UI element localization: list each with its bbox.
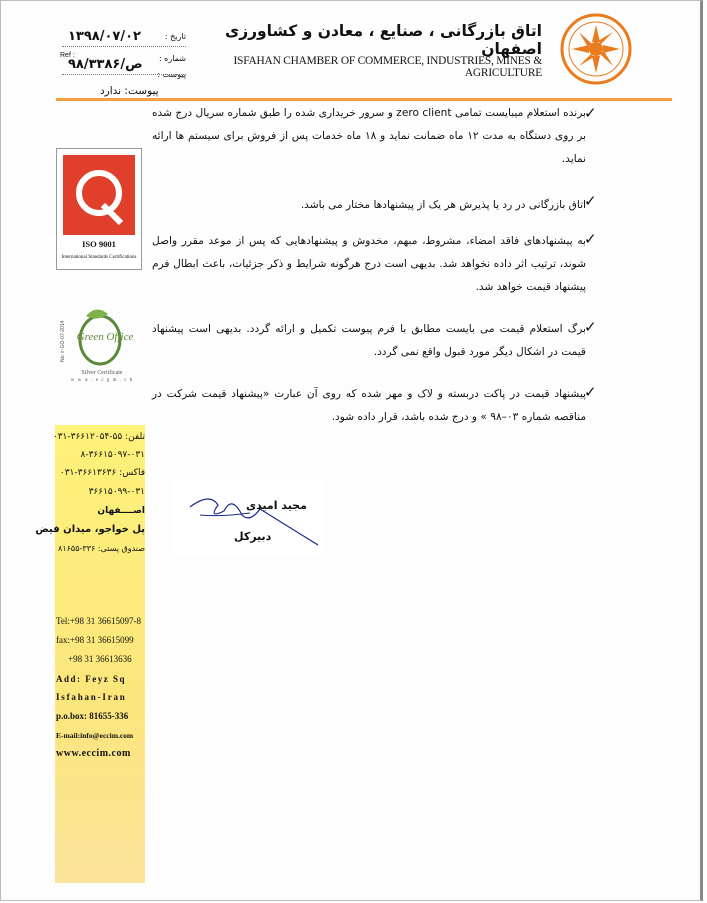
fax2-fa: ۳۶۶۱۵۰۹۹-۰۳۱: [88, 487, 145, 497]
list-item: برگ استعلام قیمت می بایست مطابق با فرم پیوست تکمیل و ارائه گردد. بدیهی است پیشنهاد قیمت در اشکال دیگر مورد قبول واقع نمی گردد.: [152, 323, 586, 358]
attachment-row: [62, 70, 186, 84]
list-item: برنده استعلام میبایست تمامی zero client و سرور خریداری شده را طبق شماره سریال درج شده بر روی دستگاه به مدت ۱۲ ماه ضمانت نماید و ۱۸ ماه خدمات پس از فروش برای سیستم ها ارائه نماید.: [152, 107, 587, 165]
number-value: ۹۸/ص/۳۳۸۶: [68, 57, 143, 72]
check-icon: ✓: [584, 104, 597, 122]
check-icon: ✓: [584, 318, 597, 336]
date-label: تاریخ :: [164, 32, 186, 41]
phone2-fa: ۸-۳۶۶۱۵۰۹۷-۰۳۱: [80, 450, 145, 460]
check-icon: ✓: [584, 230, 597, 248]
pobox-fa: صندوق پستی: ۳۳۶-۸۱۶۵۵: [58, 544, 145, 553]
pobox-en: p.o.box: 81655-336: [56, 711, 129, 721]
check-icon: ✓: [584, 192, 597, 210]
list-item: پیشنهاد قیمت در پاکت دربسته و لاک و مهر شده که روی آن عبارت «پیشنهاد قیمت شرکت در مناقصه شماره ۰۳–۹۸ » و درج شده باشد، قرار داده شود.: [152, 388, 586, 423]
date-value: ۱۳۹۸/۰۷/۰۲: [68, 29, 141, 44]
number-label: شماره :: [158, 54, 186, 63]
green-office-cert: Silver Certificate: [81, 370, 123, 376]
number-label-en: Ref :: [60, 52, 75, 59]
signatory-role: دبیرکل: [234, 530, 272, 543]
date-row: [62, 29, 186, 47]
green-office-code: No: ir-GO-07-2014: [60, 320, 66, 362]
green-office-url: w w w . e c g m . c h: [70, 378, 134, 383]
email-en: E-mail:info@eccim.com: [56, 731, 134, 740]
phone-fa: تلفن: ۵۵-۳۶۶۱۲۰۵۴-۰۳۱: [52, 432, 145, 442]
website-en: www.eccim.com: [56, 748, 131, 759]
iso-label: ISO 9001: [82, 239, 116, 249]
attachment-label: پیوست :: [157, 70, 186, 79]
city-fa: اصــــفهان: [97, 506, 145, 516]
fax-fa: فاکس: ۳۶۶۱۳۶۳۶-۰۳۱: [59, 468, 145, 478]
chamber-title-fa: اتاق بازرگانی ، صنایع ، معادن و کشاورزی اصفهان: [225, 22, 542, 58]
iso-certificate-badge: [56, 148, 142, 270]
chamber-title-en: ISFAHAN CHAMBER OF COMMERCE, INDUSTRIES, MINES & AGRICULTURE: [233, 55, 542, 79]
address1-en: Add: Feyz Sq: [56, 674, 127, 684]
check-icon: ✓: [584, 383, 597, 401]
address-fa: پل خواجو، میدان فیض: [35, 524, 145, 535]
attachment-text: پیوست: ندارد: [100, 85, 159, 97]
header-divider: [56, 98, 672, 101]
list-item: به پیشنهادهای فاقد امضاء، مشروط، مبهم، مخدوش و پیشنهادهایی که پس از موعد مقرر واصل شوند، ترتیب اثر داده نخواهد شد. بدیهی است درج هرگونه شرایط و ذکر جزئیات، باعث ابطال فرم پیشنهاد قیمت خواهد شد.: [152, 235, 586, 293]
signatory-name: مجید امیدی: [246, 499, 307, 512]
iso-q-logo-icon: [63, 155, 135, 235]
list-item: اتاق بازرگانی در رد یا پذیرش هر یک از پیشنهادها مختار می باشد.: [300, 199, 586, 211]
address2-en: Isfahan-Iran: [56, 692, 127, 702]
fax2-en: +98 31 36613636: [68, 654, 132, 664]
tel-en: Tel:+98 31 36615097-8: [56, 616, 141, 626]
iso-sub: International Standards Certifications: [61, 255, 137, 260]
green-office-name: Green Office: [76, 331, 134, 343]
fax-en: fax:+98 31 36615099: [56, 635, 134, 645]
chamber-logo-icon: [560, 13, 632, 85]
